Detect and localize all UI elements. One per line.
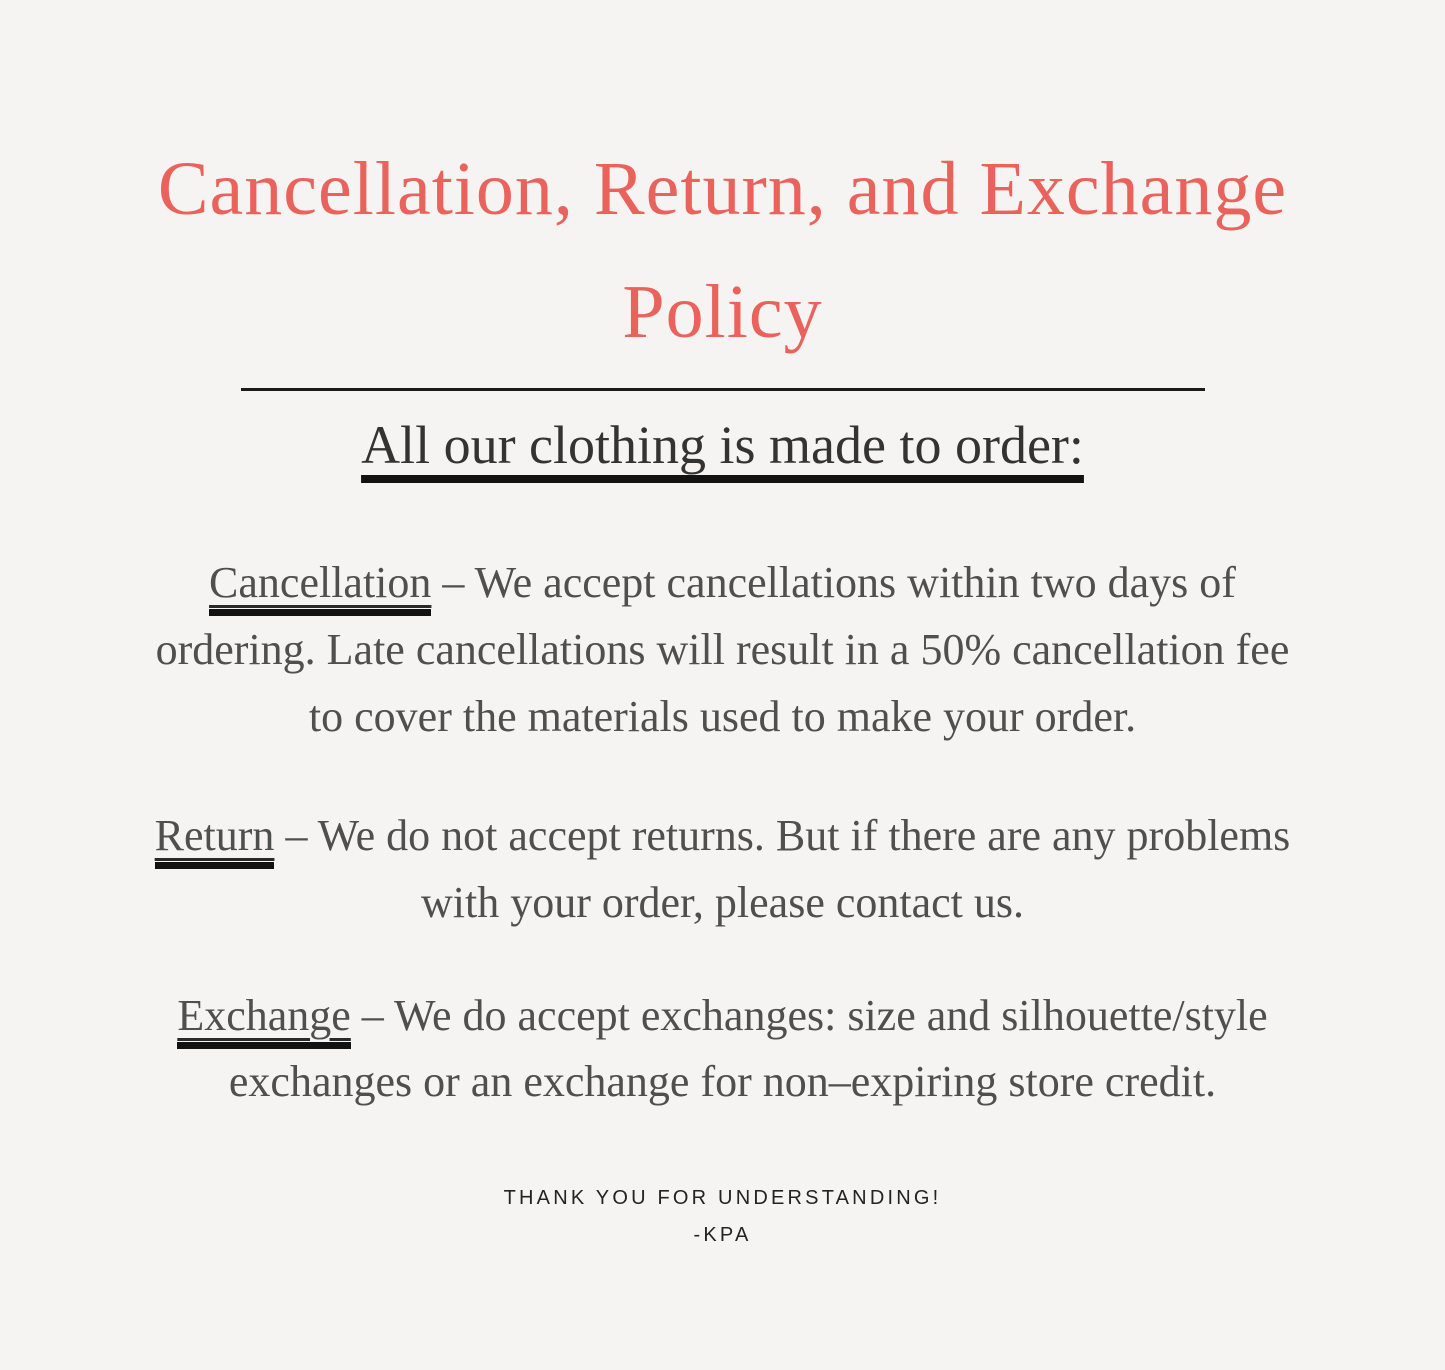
page-title — [0, 128, 1445, 374]
return-line-2: with your order, please contact us. — [420, 877, 1025, 927]
cancellation-paragraph — [43, 550, 1403, 751]
footer-signature: -KPA — [693, 1224, 752, 1247]
exchange-line-1 — [43, 983, 1403, 1050]
footer-thanks: THANK YOU FOR UNDERSTANDING! — [503, 1187, 942, 1210]
cancellation-term: Cancellation — [209, 558, 431, 616]
cancellation-line-1 — [43, 550, 1403, 617]
subtitle-text: All our clothing is made to order: — [361, 415, 1084, 476]
cancellation-line-3: to cover the materials used to make your order. — [308, 691, 1137, 741]
subtitle — [0, 405, 1445, 486]
policy-sections — [0, 550, 1445, 1116]
exchange-term: Exchange — [177, 991, 350, 1049]
return-term: Return — [155, 811, 275, 869]
exchange-paragraph — [43, 983, 1403, 1117]
return-line-1 — [43, 803, 1403, 870]
exchange-line-2: exchanges or an exchange for non–expiring store credit. — [228, 1057, 1217, 1107]
return-paragraph — [43, 803, 1403, 937]
page-title-line-1: Cancellation, Return, and Exchange — [157, 147, 1288, 231]
cancellation-line-2: ordering. Late cancellations will result in a 50% cancellation fee — [155, 625, 1290, 675]
return-line-1-text: – We do not accept returns. But if there are any problems — [274, 810, 1291, 860]
footer — [0, 1180, 1445, 1254]
exchange-line-1-text: – We do accept exchanges: size and silhouette/style — [350, 990, 1268, 1040]
cancellation-line-1-text: – We accept cancellations within two days of — [431, 558, 1236, 608]
title-divider — [241, 388, 1205, 391]
page-title-line-2: Policy — [622, 270, 823, 355]
